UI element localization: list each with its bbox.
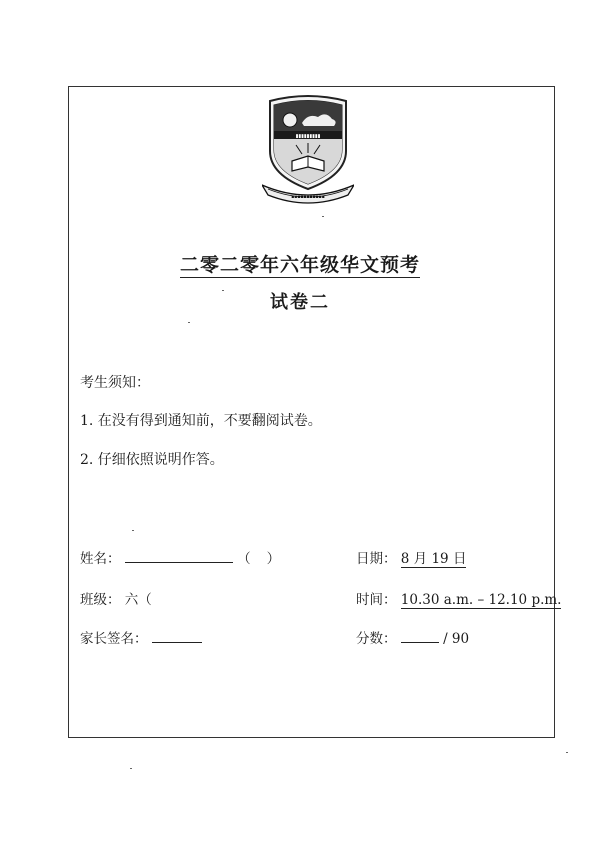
name-field [80, 547, 280, 567]
paper-subtitle: 试卷二 [270, 292, 330, 313]
parent-signature-label: 家长签名： [80, 631, 148, 647]
score-field [356, 627, 469, 647]
notice-rule: 2. 仔细依照说明作答。 [80, 452, 224, 468]
parent-signature-blank[interactable] [152, 630, 202, 643]
score-blank[interactable] [401, 630, 439, 643]
class-value: 六（ [124, 592, 152, 608]
date-value: 8 月 19 日 [400, 551, 467, 567]
score-total: / 90 [443, 631, 470, 647]
parent-signature-field [80, 627, 202, 647]
svg-text:▪▪▪▪▪▪▪▪▪▪▪: ▪▪▪▪▪▪▪▪▪▪▪ [291, 195, 325, 200]
notice-heading: 考生须知： [80, 375, 150, 391]
exam-title: 二零二零年六年级华文预考 [179, 254, 420, 276]
scan-speck [132, 530, 134, 531]
date-field [356, 547, 466, 567]
scan-speck [222, 290, 224, 291]
score-label: 分数： [356, 631, 397, 647]
notice-rule: 1. 在没有得到通知前，不要翻阅试卷。 [80, 413, 322, 429]
scan-speck [322, 216, 324, 217]
time-label: 时间： [356, 592, 397, 608]
name-label: 姓名： [80, 551, 121, 567]
svg-text:▮▮▮▮▮▮▮▮▮: ▮▮▮▮▮▮▮▮▮ [295, 133, 321, 140]
name-paren-close: ） [266, 551, 281, 567]
scan-speck [188, 322, 190, 323]
time-value: 10.30 a.m. – 12.10 p.m. [400, 592, 562, 608]
name-paren-open: （ [237, 551, 251, 567]
class-label: 班级： [80, 592, 121, 608]
school-crest-logo [262, 93, 354, 205]
scan-speck [566, 752, 568, 753]
class-field [80, 588, 152, 608]
date-label: 日期： [356, 551, 397, 567]
time-field [356, 588, 561, 608]
scan-speck [130, 768, 132, 769]
name-blank[interactable] [125, 550, 233, 563]
